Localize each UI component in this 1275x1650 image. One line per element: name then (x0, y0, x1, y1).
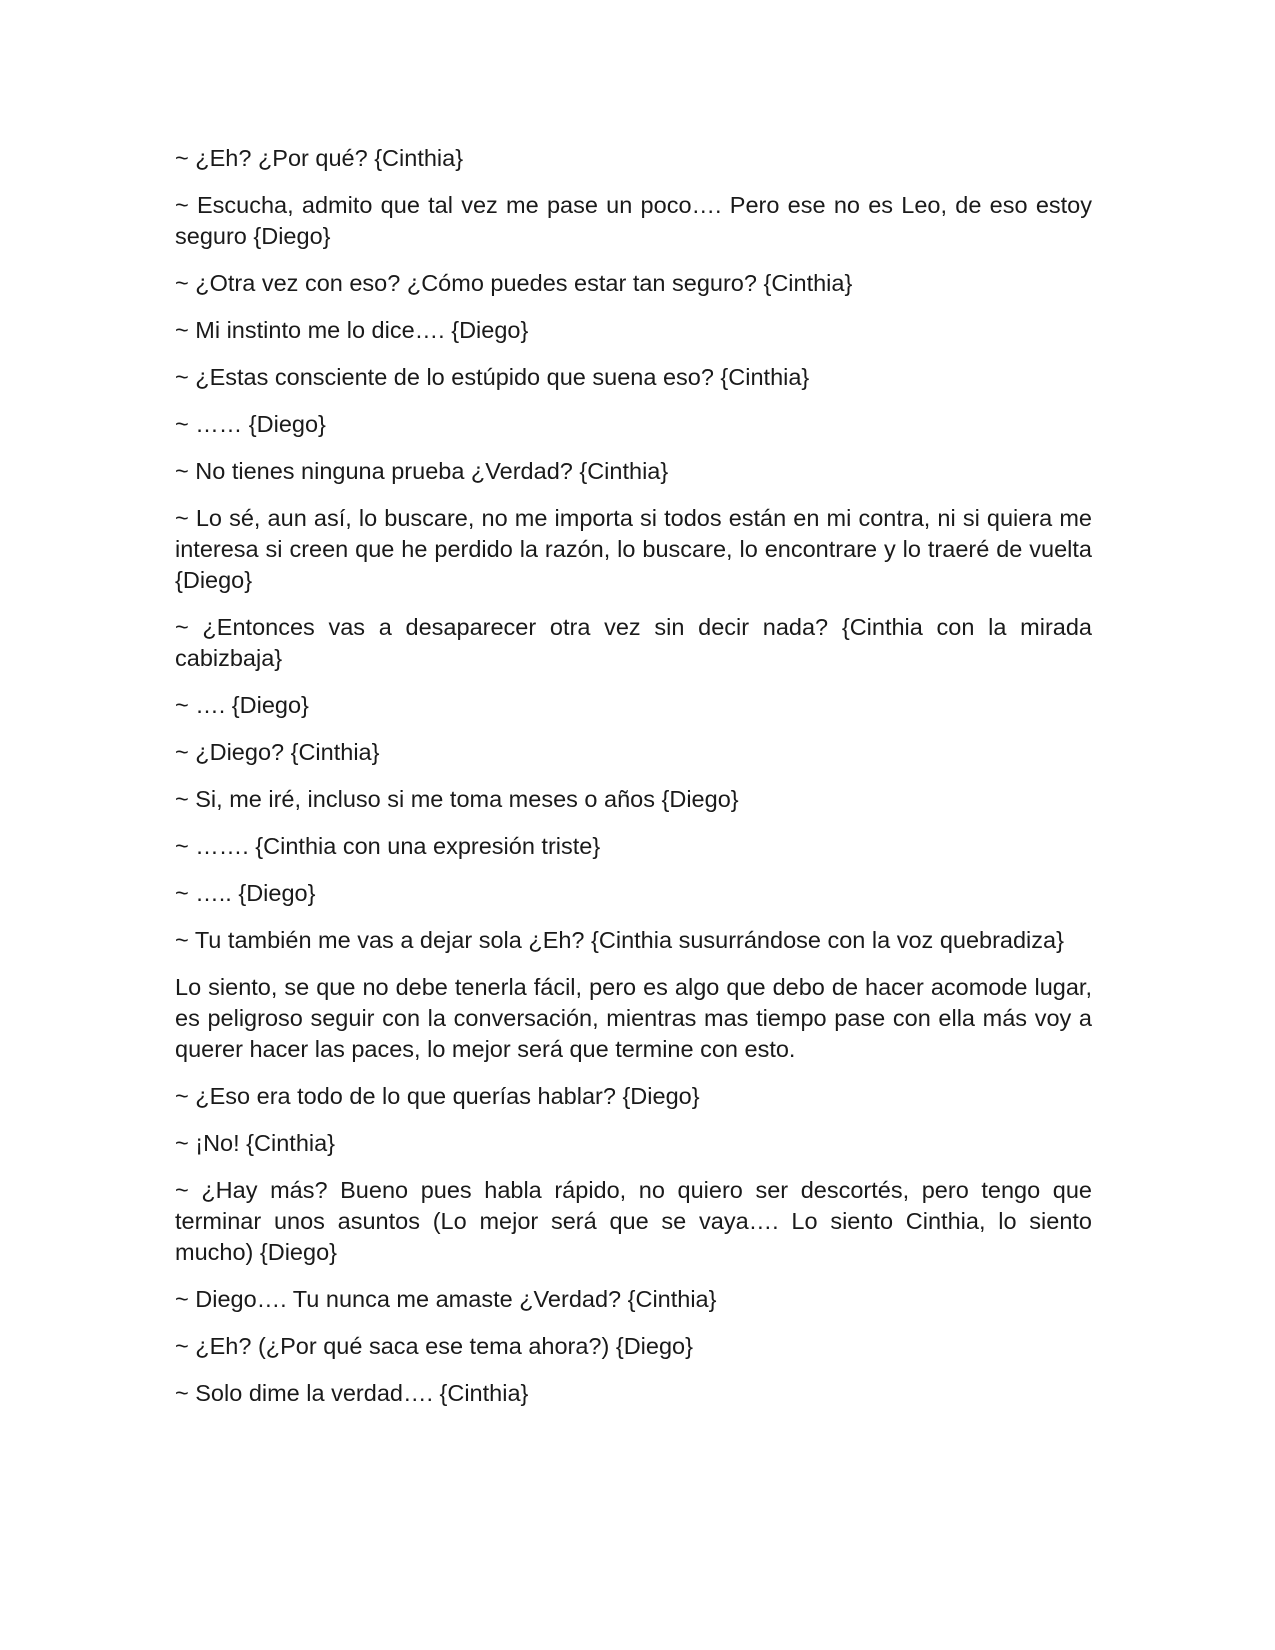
dialogue-line: ~ No tienes ninguna prueba ¿Verdad? {Cinthia} (175, 458, 669, 484)
dialogue-line: ~ ¿Hay más? Bueno pues habla rápido, no quiero ser descortés, pero tengo que terminar unos asuntos (Lo mejor será que se vaya…. Lo siento Cinthia, lo siento mucho) {Diego} (175, 1177, 1092, 1265)
dialogue-line: ~ Si, me iré, incluso si me toma meses o años {Diego} (175, 786, 739, 812)
dialogue-line: ~ Diego…. Tu nunca me amaste ¿Verdad? {Cinthia} (175, 1286, 717, 1312)
dialogue-line: ~ …… {Diego} (175, 411, 326, 437)
dialogue-line: ~ ¿Eh? ¿Por qué? {Cinthia} (175, 145, 464, 171)
dialogue-line: ~ ¿Entonces vas a desaparecer otra vez sin decir nada? {Cinthia con la mirada cabizbaja} (175, 614, 1092, 671)
dialogue-line: ~ ….. {Diego} (175, 880, 316, 906)
dialogue-line: ~ ¿Estas consciente de lo estúpido que suena eso? {Cinthia} (175, 364, 810, 390)
document-page (175, 143, 1092, 1425)
dialogue-line: ~ ¿Eh? (¿Por qué saca ese tema ahora?) {Diego} (175, 1333, 693, 1359)
dialogue-line: ~ ¿Eso era todo de lo que querías hablar? {Diego} (175, 1083, 700, 1109)
dialogue-line: ~ ¡No! {Cinthia} (175, 1130, 336, 1156)
narration-paragraph: Lo siento, se que no debe tenerla fácil, pero es algo que debo de hacer acomode lugar, es peligroso seguir con la conversación, mientras mas tiempo pase con ella más voy a querer hacer las paces, lo mejor será que termine con esto. (175, 974, 1092, 1062)
dialogue-line: ~ ¿Otra vez con eso? ¿Cómo puedes estar tan seguro? {Cinthia} (175, 270, 853, 296)
dialogue-line: ~ ……. {Cinthia con una expresión triste} (175, 833, 601, 859)
dialogue-line: ~ Tu también me vas a dejar sola ¿Eh? {Cinthia susurrándose con la voz quebradiza} (175, 927, 1064, 953)
dialogue-line: ~ Solo dime la verdad…. {Cinthia} (175, 1380, 529, 1406)
dialogue-line: ~ Lo sé, aun así, lo buscare, no me importa si todos están en mi contra, ni si quiera me interesa si creen que he perdido la razón, lo buscare, lo encontrare y lo traeré de vuelta {Diego} (175, 505, 1092, 593)
dialogue-line: ~ Mi instinto me lo dice…. {Diego} (175, 317, 529, 343)
dialogue-line: ~ …. {Diego} (175, 692, 309, 718)
dialogue-line: ~ ¿Diego? {Cinthia} (175, 739, 380, 765)
dialogue-line: ~ Escucha, admito que tal vez me pase un poco…. Pero ese no es Leo, de eso estoy seguro {Diego} (175, 192, 1092, 249)
